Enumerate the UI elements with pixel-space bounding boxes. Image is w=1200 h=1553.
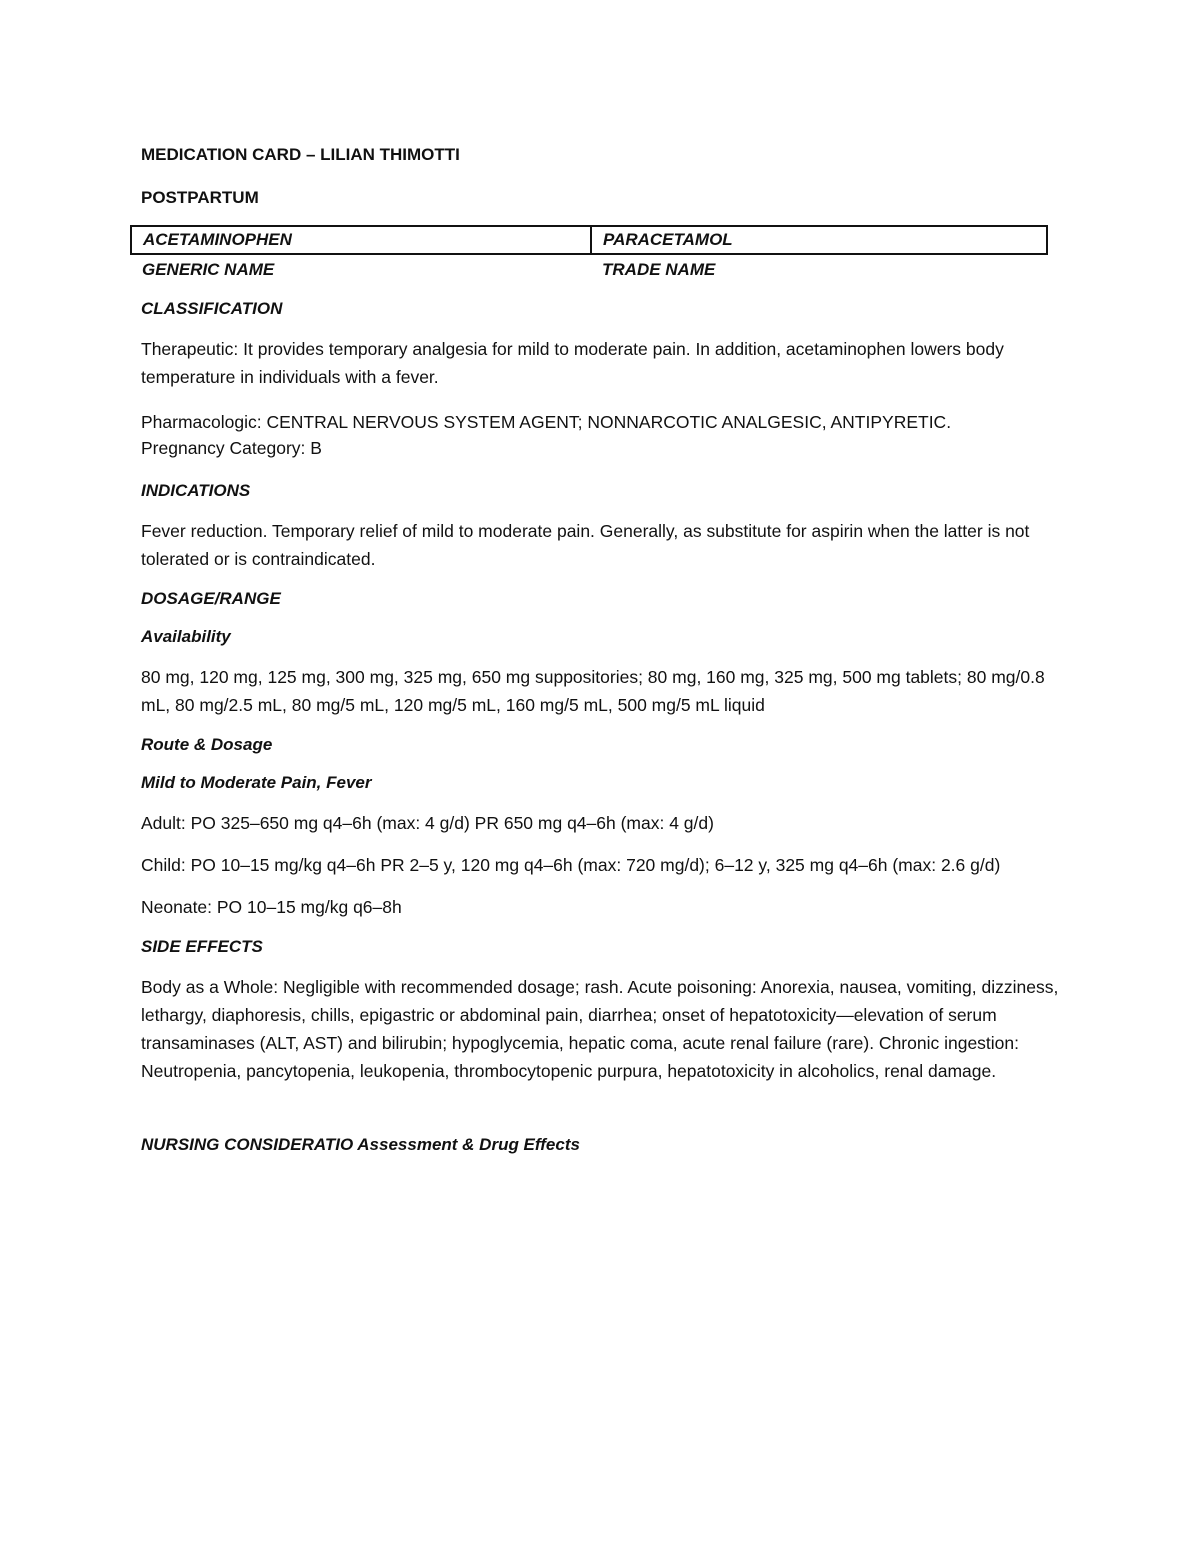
trade-name-value: PARACETAMOL — [591, 226, 1047, 254]
neonate-dosage: Neonate: PO 10–15 mg/kg q6–8h — [141, 897, 402, 917]
condition-heading: Mild to Moderate Pain, Fever — [141, 773, 372, 792]
pregnancy-category-text: Pregnancy Category: B — [141, 438, 322, 458]
trade-name-label: TRADE NAME — [602, 260, 716, 279]
side-effects-heading: SIDE EFFECTS — [141, 937, 263, 956]
side-effects-text: Body as a Whole: Negligible with recommended dosage; rash. Acute poisoning: Anorexia, nausea, vomiting, dizziness, lethargy, diaphoresis, chills, epigastric or abdominal pain, diarrhea; onset of hepatotoxicity—elevation of serum transaminases (ALT, AST) and bilirubin; hypoglycemia, hepatic coma, acute renal failure (rare). Chronic ingestion: Neutropenia, pancytopenia, leukopenia, thrombocytopenic purpura, hepatotoxicity in alcoholics, renal damage. — [141, 977, 1059, 1081]
generic-name-label: GENERIC NAME — [142, 260, 275, 279]
drug-names-row — [131, 226, 1047, 254]
child-dosage: Child: PO 10–15 mg/kg q4–6h PR 2–5 y, 120 mg q4–6h (max: 720 mg/d); 6–12 y, 325 mg q4–6h (max: 2.6 g/d) — [141, 855, 1001, 875]
indications-heading: INDICATIONS — [141, 481, 251, 500]
route-dosage-heading: Route & Dosage — [141, 735, 273, 754]
classification-heading: CLASSIFICATION — [141, 299, 283, 318]
availability-heading: Availability — [141, 627, 231, 646]
pharmacologic-text: Pharmacologic: CENTRAL NERVOUS SYSTEM AGENT; NONNARCOTIC ANALGESIC, ANTIPYRETIC. — [141, 412, 952, 432]
dosage-heading: DOSAGE/RANGE — [141, 589, 281, 608]
indications-text: Fever reduction. Temporary relief of mild to moderate pain. Generally, as substitute for aspirin when the latter is not tolerated or is contraindicated. — [141, 521, 1030, 569]
nursing-considerations-heading: NURSING CONSIDERATIO Assessment & Drug Effects — [141, 1135, 580, 1154]
document-title: MEDICATION CARD – LILIAN THIMOTTI — [141, 145, 460, 164]
adult-dosage: Adult: PO 325–650 mg q4–6h (max: 4 g/d) PR 650 mg q4–6h (max: 4 g/d) — [141, 813, 714, 833]
therapeutic-text: Therapeutic: It provides temporary analgesia for mild to moderate pain. In addition, acetaminophen lowers body temperature in individuals with a fever. — [141, 339, 1004, 387]
document-subtitle: POSTPARTUM — [141, 188, 259, 207]
availability-text: 80 mg, 120 mg, 125 mg, 300 mg, 325 mg, 650 mg suppositories; 80 mg, 160 mg, 325 mg, 500 mg tablets; 80 mg/0.8 mL, 80 mg/2.5 mL, 80 mg/5 mL, 120 mg/5 mL, 160 mg/5 mL, 500 mg/5 mL liquid — [141, 667, 1045, 715]
generic-name-value: ACETAMINOPHEN — [131, 226, 591, 254]
medication-card-page — [141, 143, 1061, 1157]
drug-names-labels-row — [131, 254, 1047, 283]
drug-names-table — [130, 225, 1048, 283]
